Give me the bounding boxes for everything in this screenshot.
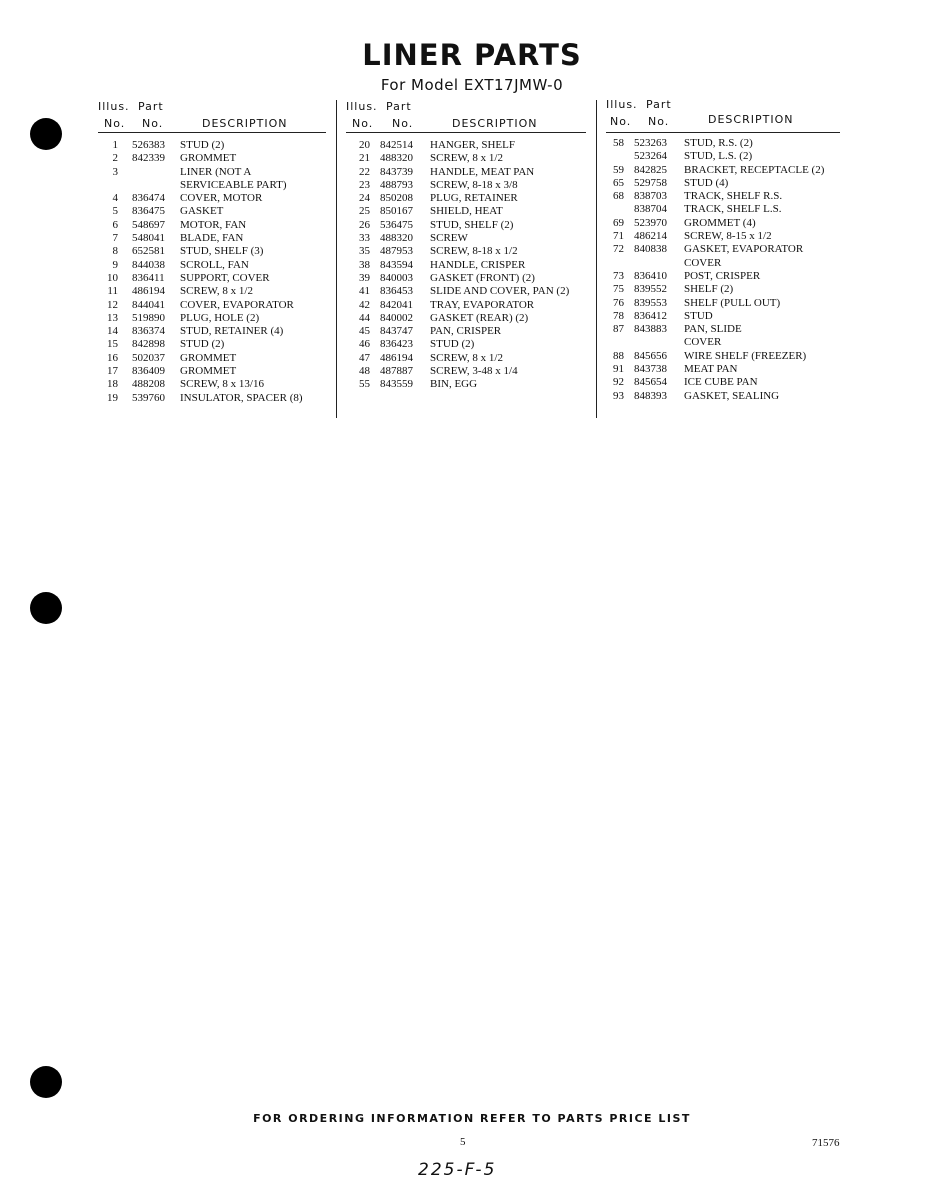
part-description: SHIELD, HEAT: [430, 205, 503, 218]
part-number: 529758: [634, 176, 667, 189]
part-number: 536475: [380, 218, 413, 231]
illus-number: 33: [359, 232, 370, 245]
illus-number: 5: [112, 205, 118, 218]
part-description: STUD (2): [430, 338, 475, 351]
illus-number: 47: [359, 351, 370, 364]
table-row: [606, 137, 840, 150]
part-description: HANGER, SHELF: [430, 139, 515, 151]
table-row: [346, 232, 586, 245]
illus-number: 48: [359, 365, 370, 378]
part-number: 843883: [634, 323, 667, 336]
table-row: [346, 192, 586, 205]
illus-number: 4: [112, 192, 118, 205]
part-description: STUD: [684, 309, 713, 322]
illus-number: 26: [359, 218, 370, 231]
part-number: 842825: [634, 163, 667, 176]
table-row: [346, 152, 586, 165]
table-row: [98, 365, 326, 378]
table-row: [98, 325, 326, 338]
part-number: 842898: [132, 338, 165, 351]
table-row: [606, 283, 840, 296]
header-part: Part: [646, 98, 672, 111]
parts-column-2: [346, 98, 586, 392]
part-description: STUD (4): [684, 176, 729, 189]
illus-number: 11: [107, 285, 118, 298]
part-description: SCREW, 8-18 x 3/8: [430, 178, 518, 191]
part-number: 842339: [132, 152, 165, 165]
illus-number: 6: [112, 218, 118, 231]
part-description: GROMMET: [180, 351, 237, 364]
part-description: SCREW: [430, 232, 468, 245]
part-number: 838703: [634, 190, 667, 203]
table-row: [346, 179, 586, 192]
illus-number: 18: [107, 378, 118, 391]
page-subtitle: For Model EXT17JMW-0: [380, 76, 564, 94]
part-number: 836453: [380, 285, 413, 298]
illus-number: 41: [359, 285, 370, 298]
part-description: SHELF (PULL OUT): [684, 296, 781, 309]
part-number: 843747: [380, 325, 413, 338]
part-description: TRACK, SHELF L.S.: [684, 203, 782, 216]
part-description: SUPPORT, COVER: [180, 271, 270, 284]
header-rule: [98, 132, 326, 133]
part-description: STUD (2): [180, 338, 225, 351]
illus-number: 88: [613, 349, 624, 362]
part-number: 502037: [132, 351, 165, 364]
part-number: 840838: [634, 243, 667, 256]
header-rule: [346, 132, 586, 133]
part-number: 526383: [132, 139, 165, 151]
parts-column-1: [98, 98, 326, 405]
illus-number: 69: [613, 216, 624, 229]
part-number: 850167: [380, 205, 413, 218]
illus-number: 17: [107, 365, 118, 378]
part-description: STUD (2): [180, 139, 225, 151]
table-row: [346, 219, 586, 232]
table-row: [606, 350, 840, 363]
table-row: [606, 150, 840, 163]
column-header: [606, 98, 840, 132]
parts-list: [606, 137, 840, 403]
part-description: GASKET: [180, 205, 224, 218]
part-description: SCROLL, FAN: [180, 258, 249, 271]
part-number: 836474: [132, 192, 165, 205]
illus-number: 16: [107, 351, 118, 364]
table-row: [346, 285, 586, 298]
header-illus: Illus.: [346, 100, 378, 113]
part-description: BRACKET, RECEPTACLE (2): [684, 163, 825, 176]
part-description: GASKET (REAR) (2): [430, 311, 529, 324]
binder-hole-top: [30, 118, 62, 150]
header-part: Part: [386, 100, 412, 113]
part-number: 845656: [634, 349, 667, 362]
part-number: 836411: [132, 271, 165, 284]
illus-number: 10: [107, 271, 118, 284]
part-number: 486194: [132, 285, 165, 298]
table-row: [98, 285, 326, 298]
table-row: [98, 232, 326, 245]
part-description: GASKET, EVAPORATOR: [684, 243, 804, 256]
part-number: 488793: [380, 178, 413, 191]
part-number: 523264: [634, 150, 667, 163]
table-row: [98, 152, 326, 165]
page-number: 5: [460, 1136, 466, 1148]
part-number: 848393: [634, 389, 667, 402]
part-number: 836475: [132, 205, 165, 218]
illus-number: 92: [613, 376, 624, 389]
illus-number: 22: [359, 165, 370, 178]
part-description: ICE CUBE PAN: [684, 376, 758, 389]
table-row: [346, 245, 586, 258]
table-row: [606, 363, 840, 376]
part-description: SCREW, 8 x 1/2: [430, 351, 503, 364]
table-row: [606, 390, 840, 403]
table-row: [98, 299, 326, 312]
table-row: [346, 139, 586, 152]
part-description: LINER (NOT A: [180, 165, 252, 178]
header-part-no: No.: [392, 117, 414, 130]
page-title: LINER PARTS: [362, 38, 582, 72]
part-description: STUD, SHELF (3): [180, 245, 264, 258]
part-number: 836410: [634, 269, 667, 282]
table-row: [98, 259, 326, 272]
illus-number: 24: [359, 192, 370, 205]
part-description: PAN, SLIDE: [684, 323, 742, 336]
part-number: 486194: [380, 351, 413, 364]
parts-list: [98, 139, 326, 405]
part-description: COVER, MOTOR: [180, 192, 263, 205]
part-number: 836412: [634, 309, 667, 322]
part-number: 836374: [132, 325, 165, 338]
illus-number: 75: [613, 283, 624, 296]
header-illus-no: No.: [104, 117, 126, 130]
part-description: BIN, EGG: [430, 378, 478, 391]
illus-number: 35: [359, 245, 370, 258]
table-row: [606, 217, 840, 230]
part-number: 839553: [634, 296, 667, 309]
header-part-no: No.: [142, 117, 164, 130]
table-row: [606, 164, 840, 177]
part-description: COVER: [684, 336, 722, 349]
part-description: TRAY, EVAPORATOR: [430, 298, 535, 311]
part-description: STUD, SHELF (2): [430, 218, 514, 231]
illus-number: 8: [112, 245, 118, 258]
handwritten-note: 225-F-5: [418, 1160, 497, 1180]
part-description: MEAT PAN: [684, 363, 738, 376]
part-description: SHELF (2): [684, 283, 734, 296]
column-header: [346, 98, 586, 132]
part-number: 839552: [634, 283, 667, 296]
part-description: TRACK, SHELF R.S.: [684, 190, 783, 203]
part-description: SCREW, 8 x 1/2: [180, 285, 253, 298]
part-number: 539760: [132, 391, 165, 404]
part-description: STUD, RETAINER (4): [180, 325, 284, 338]
header-part-no: No.: [648, 115, 670, 128]
illus-number: 58: [613, 137, 624, 149]
part-number: 850208: [380, 192, 413, 205]
illus-number: 14: [107, 325, 118, 338]
table-row: [606, 203, 840, 216]
part-description: SCREW, 8-18 x 1/2: [430, 245, 518, 258]
header-part: Part: [138, 100, 164, 113]
table-row: [98, 192, 326, 205]
part-description: GROMMET: [180, 365, 237, 378]
part-number: 843594: [380, 258, 413, 271]
table-row: [98, 392, 326, 405]
part-number: 487887: [380, 365, 413, 378]
part-number: 523970: [634, 216, 667, 229]
part-description: SCREW, 3-48 x 1/4: [430, 365, 518, 378]
part-description: COVER: [684, 256, 722, 269]
illus-number: 9: [112, 258, 118, 271]
table-row: [606, 243, 840, 256]
binder-hole-bottom: [30, 1066, 62, 1098]
part-description: STUD, R.S. (2): [684, 137, 753, 149]
table-row: [606, 177, 840, 190]
part-number: 488320: [380, 232, 413, 245]
illus-number: 45: [359, 325, 370, 338]
illus-number: 55: [359, 378, 370, 391]
illus-number: 20: [359, 139, 370, 151]
part-number: 842041: [380, 298, 413, 311]
column-divider-1: [336, 100, 337, 418]
illus-number: 39: [359, 271, 370, 284]
illus-number: 21: [359, 152, 370, 165]
part-description: SCREW, 8-15 x 1/2: [684, 230, 772, 243]
illus-number: 73: [613, 269, 624, 282]
table-row: [98, 352, 326, 365]
table-row: [346, 325, 586, 338]
ordering-note: FOR ORDERING INFORMATION REFER TO PARTS PRICE LIST: [253, 1112, 691, 1125]
part-description: PLUG, RETAINER: [430, 192, 518, 205]
part-description: WIRE SHELF (FREEZER): [684, 349, 807, 362]
illus-number: 13: [107, 311, 118, 324]
part-description: SERVICEABLE PART): [180, 178, 287, 191]
part-number: 488208: [132, 378, 165, 391]
illus-number: 38: [359, 258, 370, 271]
table-row: [346, 272, 586, 285]
illus-number: 2: [112, 152, 118, 165]
parts-list: [346, 139, 586, 392]
part-number: 652581: [132, 245, 165, 258]
document-number: 71576: [812, 1137, 840, 1149]
header-description: DESCRIPTION: [708, 113, 794, 126]
part-description: SLIDE AND COVER, PAN (2): [430, 285, 570, 298]
illus-number: 12: [107, 298, 118, 311]
part-number: 488320: [380, 152, 413, 165]
table-row: [98, 338, 326, 351]
table-row: [606, 376, 840, 389]
part-number: 840003: [380, 271, 413, 284]
table-row: [346, 338, 586, 351]
table-row: [606, 230, 840, 243]
table-row: [606, 323, 840, 336]
illus-number: 19: [107, 391, 118, 404]
header-description: DESCRIPTION: [202, 117, 288, 130]
table-row: [98, 139, 326, 152]
illus-number: 91: [613, 363, 624, 376]
table-row: [98, 245, 326, 258]
illus-number: 71: [613, 230, 624, 243]
part-number: 842514: [380, 139, 413, 151]
part-description: GROMMET: [180, 152, 237, 165]
table-row: [346, 352, 586, 365]
part-number: 519890: [132, 311, 165, 324]
part-number: 845654: [634, 376, 667, 389]
part-description: COVER, EVAPORATOR: [180, 298, 294, 311]
part-number: 487953: [380, 245, 413, 258]
part-number: 486214: [634, 230, 667, 243]
illus-number: 3: [112, 165, 118, 178]
parts-column-3: [606, 98, 840, 403]
illus-number: 78: [613, 309, 624, 322]
table-row: [346, 299, 586, 312]
part-description: PAN, CRISPER: [430, 325, 502, 338]
table-row: [606, 297, 840, 310]
table-row: [606, 336, 840, 349]
part-number: 548041: [132, 232, 165, 245]
part-number: 836409: [132, 365, 165, 378]
part-description: GASKET, SEALING: [684, 389, 780, 402]
header-description: DESCRIPTION: [452, 117, 538, 130]
part-description: PLUG, HOLE (2): [180, 311, 260, 324]
part-description: GROMMET (4): [684, 216, 756, 229]
table-row: [346, 259, 586, 272]
illus-number: 15: [107, 338, 118, 351]
table-row: [606, 310, 840, 323]
header-illus-no: No.: [610, 115, 632, 128]
part-number: 840002: [380, 311, 413, 324]
table-row: [346, 166, 586, 179]
part-description: MOTOR, FAN: [180, 218, 247, 231]
illus-number: 7: [112, 232, 118, 245]
part-description: HANDLE, CRISPER: [430, 258, 526, 271]
illus-number: 42: [359, 298, 370, 311]
part-number: 844038: [132, 258, 165, 271]
part-description: STUD, L.S. (2): [684, 150, 753, 163]
part-description: SCREW, 8 x 1/2: [430, 152, 503, 165]
header-illus: Illus.: [98, 100, 130, 113]
illus-number: 76: [613, 296, 624, 309]
table-row: [98, 166, 326, 179]
table-row: [98, 378, 326, 391]
part-description: POST, CRISPER: [684, 269, 761, 282]
illus-number: 44: [359, 311, 370, 324]
table-row: [98, 312, 326, 325]
table-row: [346, 312, 586, 325]
illus-number: 87: [613, 323, 624, 336]
illus-number: 68: [613, 190, 624, 203]
illus-number: 46: [359, 338, 370, 351]
part-description: HANDLE, MEAT PAN: [430, 165, 535, 178]
illus-number: 93: [613, 389, 624, 402]
table-row: [606, 257, 840, 270]
table-row: [98, 219, 326, 232]
part-number: 548697: [132, 218, 165, 231]
binder-hole-middle: [30, 592, 62, 624]
part-number: 843739: [380, 165, 413, 178]
table-row: [346, 365, 586, 378]
table-row: [606, 270, 840, 283]
part-description: BLADE, FAN: [180, 232, 244, 245]
part-number: 836423: [380, 338, 413, 351]
table-row: [606, 190, 840, 203]
column-header: [98, 98, 326, 132]
illus-number: 59: [613, 163, 624, 176]
part-number: 838704: [634, 203, 667, 216]
header-illus-no: No.: [352, 117, 374, 130]
table-row: [346, 378, 586, 391]
header-rule: [606, 132, 840, 133]
part-description: SCREW, 8 x 13/16: [180, 378, 264, 391]
part-number: 523263: [634, 137, 667, 149]
part-number: 843738: [634, 363, 667, 376]
table-row: [98, 205, 326, 218]
table-row: [98, 272, 326, 285]
illus-number: 1: [112, 139, 118, 151]
part-description: INSULATOR, SPACER (8): [180, 391, 303, 404]
table-row: [98, 179, 326, 192]
illus-number: 72: [613, 243, 624, 256]
part-number: 844041: [132, 298, 165, 311]
illus-number: 25: [359, 205, 370, 218]
illus-number: 23: [359, 178, 370, 191]
part-number: 843559: [380, 378, 413, 391]
table-row: [346, 205, 586, 218]
column-divider-2: [596, 100, 597, 418]
part-description: GASKET (FRONT) (2): [430, 271, 535, 284]
header-illus: Illus.: [606, 98, 638, 111]
illus-number: 65: [613, 176, 624, 189]
